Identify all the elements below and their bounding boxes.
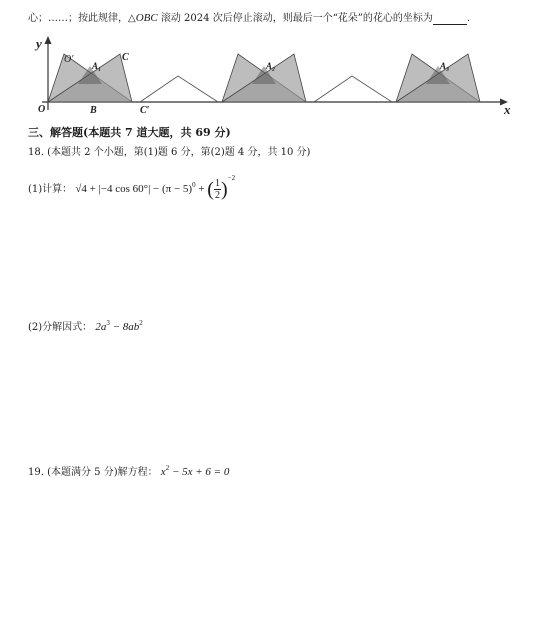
q19-equation: [161, 466, 230, 478]
q18-part2-expression: [95, 321, 142, 333]
equation-rest: − 5x + 6 = 0: [169, 466, 230, 478]
y-axis-arrow: [45, 36, 52, 44]
label-b: B: [90, 105, 97, 114]
q18-part2: [28, 319, 143, 336]
left-paren: (: [207, 178, 214, 201]
problem-continuation-line: [28, 12, 470, 25]
path-hump-2: [314, 76, 392, 102]
fraction-denominator: 2: [214, 189, 220, 201]
answer-blank[interactable]: [433, 14, 467, 25]
q18-part1: [28, 174, 236, 203]
label-o-prime: O′: [64, 54, 74, 65]
abs-and-power-term: + |−4 cos 60°| − (π − 5): [86, 183, 193, 195]
path-hump-1: [140, 76, 218, 102]
label-a3: A₃: [440, 61, 450, 71]
end-period: .: [466, 13, 471, 24]
q19: [28, 464, 229, 481]
label-y: y: [36, 36, 42, 51]
q18-intro: 18. (本题共 2 个小题，第(1)题 6 分，第(2)题 4 分，共 10 分): [28, 147, 311, 158]
rolling-triangle-figure: [28, 32, 528, 114]
plus-sign: +: [195, 183, 208, 195]
triangle-symbol: △: [128, 13, 136, 24]
term-8ab: − 8ab: [109, 321, 140, 333]
q18-part2-label: (2)分解因式：: [28, 322, 93, 333]
fraction-one-half: [214, 178, 221, 201]
term-x: x: [160, 466, 166, 478]
lead-text: 心；……；按此规律，: [28, 13, 128, 24]
flower-1: [48, 54, 132, 102]
rest-text: 滚动 2024 次后停止滚动，则最后一个“花朵”的花心的坐标为: [157, 13, 433, 24]
power-2: 2: [139, 319, 143, 327]
power-zero: 0: [192, 181, 196, 189]
power-neg-two: −2: [227, 174, 236, 182]
q18-part1-label: (1)计算：: [28, 184, 73, 195]
sqrt-term: √4: [75, 183, 87, 195]
power-2: 2: [165, 464, 170, 472]
label-c: C: [122, 52, 129, 63]
q18-part1-expression: [75, 174, 236, 201]
fraction-numerator: 1: [214, 177, 220, 189]
label-a1: A₁: [92, 61, 102, 71]
flower-3: [396, 54, 480, 102]
label-o: O: [38, 104, 46, 114]
q19-label: 19. (本题满分 5 分)解方程：: [28, 467, 158, 478]
label-a2: A₂: [266, 61, 276, 71]
term-2a: 2a: [95, 321, 107, 333]
label-x: x: [504, 102, 511, 114]
label-c-prime: C′: [140, 105, 150, 114]
power-3: 3: [106, 319, 110, 327]
triangle-name: OBC: [135, 12, 158, 24]
right-paren: ): [220, 178, 228, 201]
section-heading: 三、解答题(本题共 7 道大题，共 69 分): [28, 126, 231, 139]
flower-2: [222, 54, 306, 102]
